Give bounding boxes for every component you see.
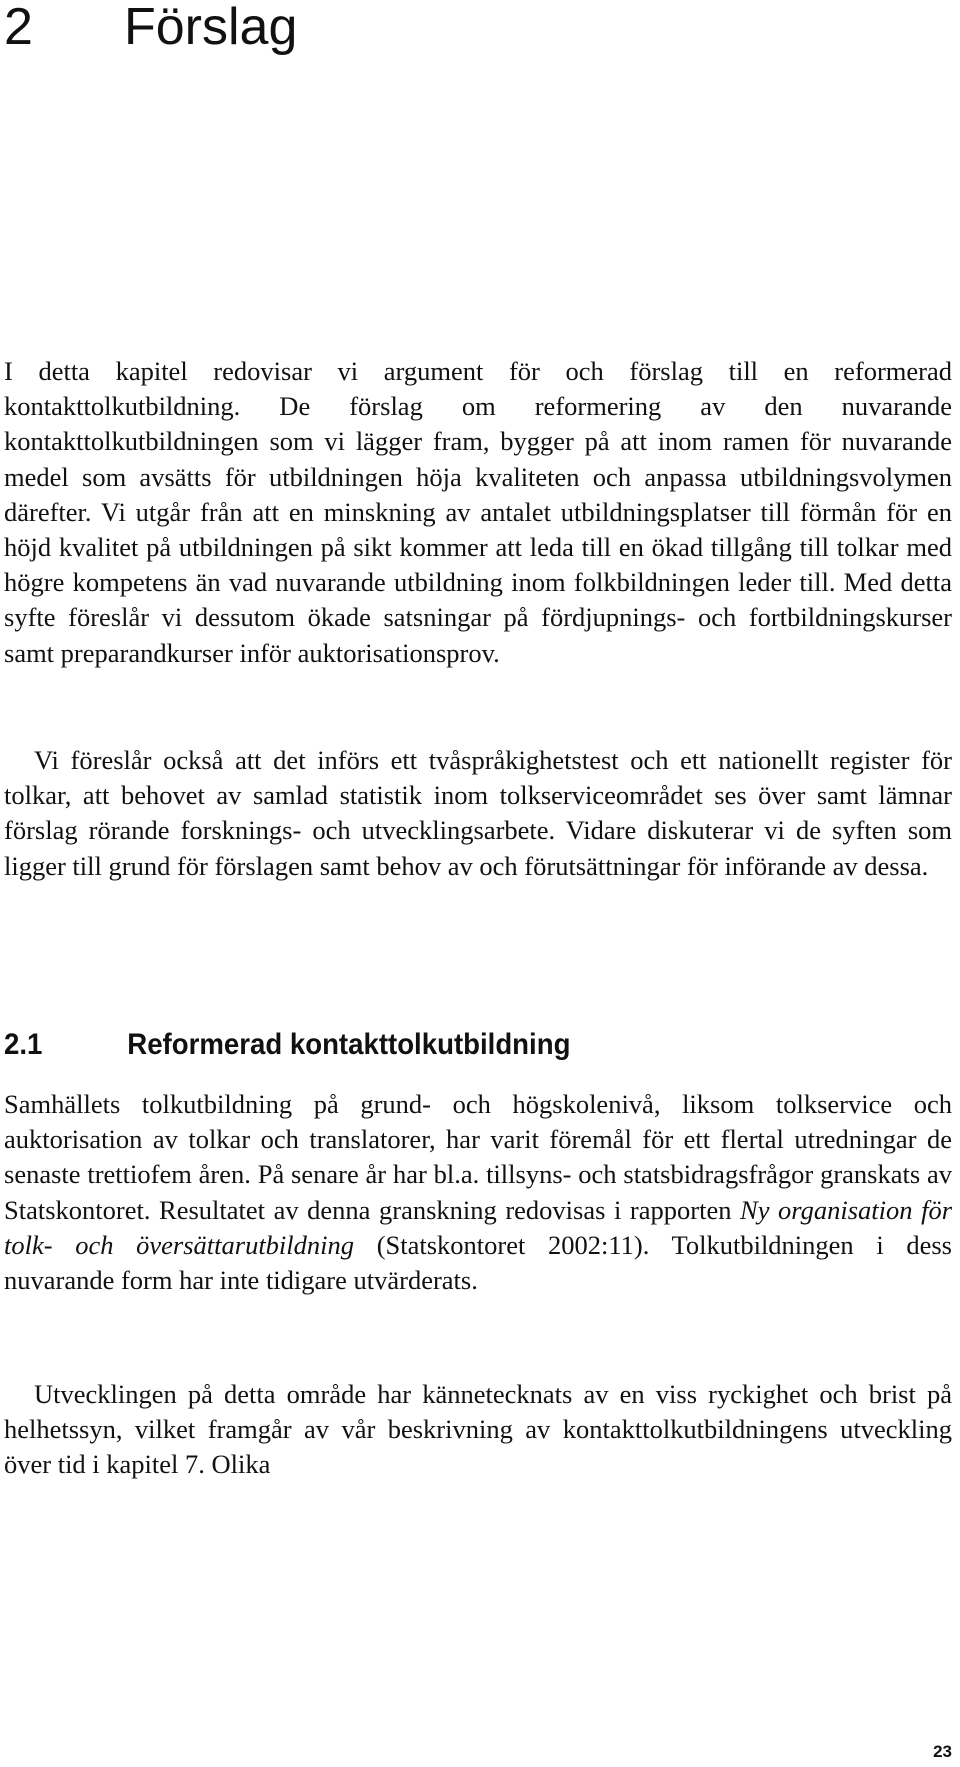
paragraph-background bbox=[4, 1087, 952, 1298]
page-number: 23 bbox=[933, 1742, 952, 1761]
section-heading bbox=[4, 1027, 570, 1063]
paragraph-background-text-2: (Statskontoret 2002:11). Tolkutbildningen i dess nuvarande form har inte tidigare utvärderats. bbox=[4, 1229, 952, 1296]
paragraph-intro: I detta kapitel redovisar vi argument för och förslag till en reformerad kontakttolkutbildning. De förslag om reformering av den nuvarande kontakttolkutbildningen som vi lägger fram, bygger på att inom ramen för nuvarande medel som avsätts för utbildningen höja kvaliteten och anpassa utbildningsvolymen därefter. Vi utgår från att en minskning av antalet utbildningsplatser till förmån för en höjd kvalitet på utbildningen på sikt kommer att leda till en ökad tillgång till tolkar med högre kompetens än vad nuvarande utbildning inom folkbildningen leder till. Med detta syfte föreslår vi dessutom ökade satsningar på fördjupnings- och fortbildningskurser samt preparandkurser inför auktorisationsprov. bbox=[4, 356, 952, 668]
paragraph-development: Utvecklingen på detta område har kännetecknats av en viss ryckighet och brist på helhetssyn, vilket framgår av vår beskrivning av kontakttolkutbildningens utveckling över tid i kapitel 7. Olika bbox=[4, 1379, 952, 1480]
section-title: Reformerad kontakttolkutbildning bbox=[127, 1028, 571, 1061]
paragraph-proposals: Vi föreslår också att det införs ett tvåspråkighetstest och ett nationellt register för tolkar, att behovet av samlad statistik inom tolkserviceområdet ses över samt lämnar förslag rörande forsknings- och utvecklingsarbete. Vidare diskuterar vi de syften som ligger till grund för förslagen samt behov av och förutsättningar för införande av dessa. bbox=[4, 745, 952, 881]
chapter-title-text: Förslag bbox=[124, 0, 298, 56]
section-number: 2.1 bbox=[4, 1028, 43, 1061]
paragraph-background-text-1: Samhällets tolkutbildning på grund- och högskolenivå, liksom tolkservice och auktorisation av tolkar och translatorer, har varit föremål för ett flertal utredningar de senaste trettiofem åren. På senare år har bl.a. tillsyns- och statsbidragsfrågor granskats av Statskontoret. Resultatet av denna granskning redovisas i rapporten bbox=[4, 1089, 952, 1225]
report-title: Ny organisation för tolk- och översättarutbildning bbox=[4, 1194, 953, 1260]
chapter-title bbox=[4, 0, 297, 54]
chapter-number: 2 bbox=[4, 0, 33, 56]
